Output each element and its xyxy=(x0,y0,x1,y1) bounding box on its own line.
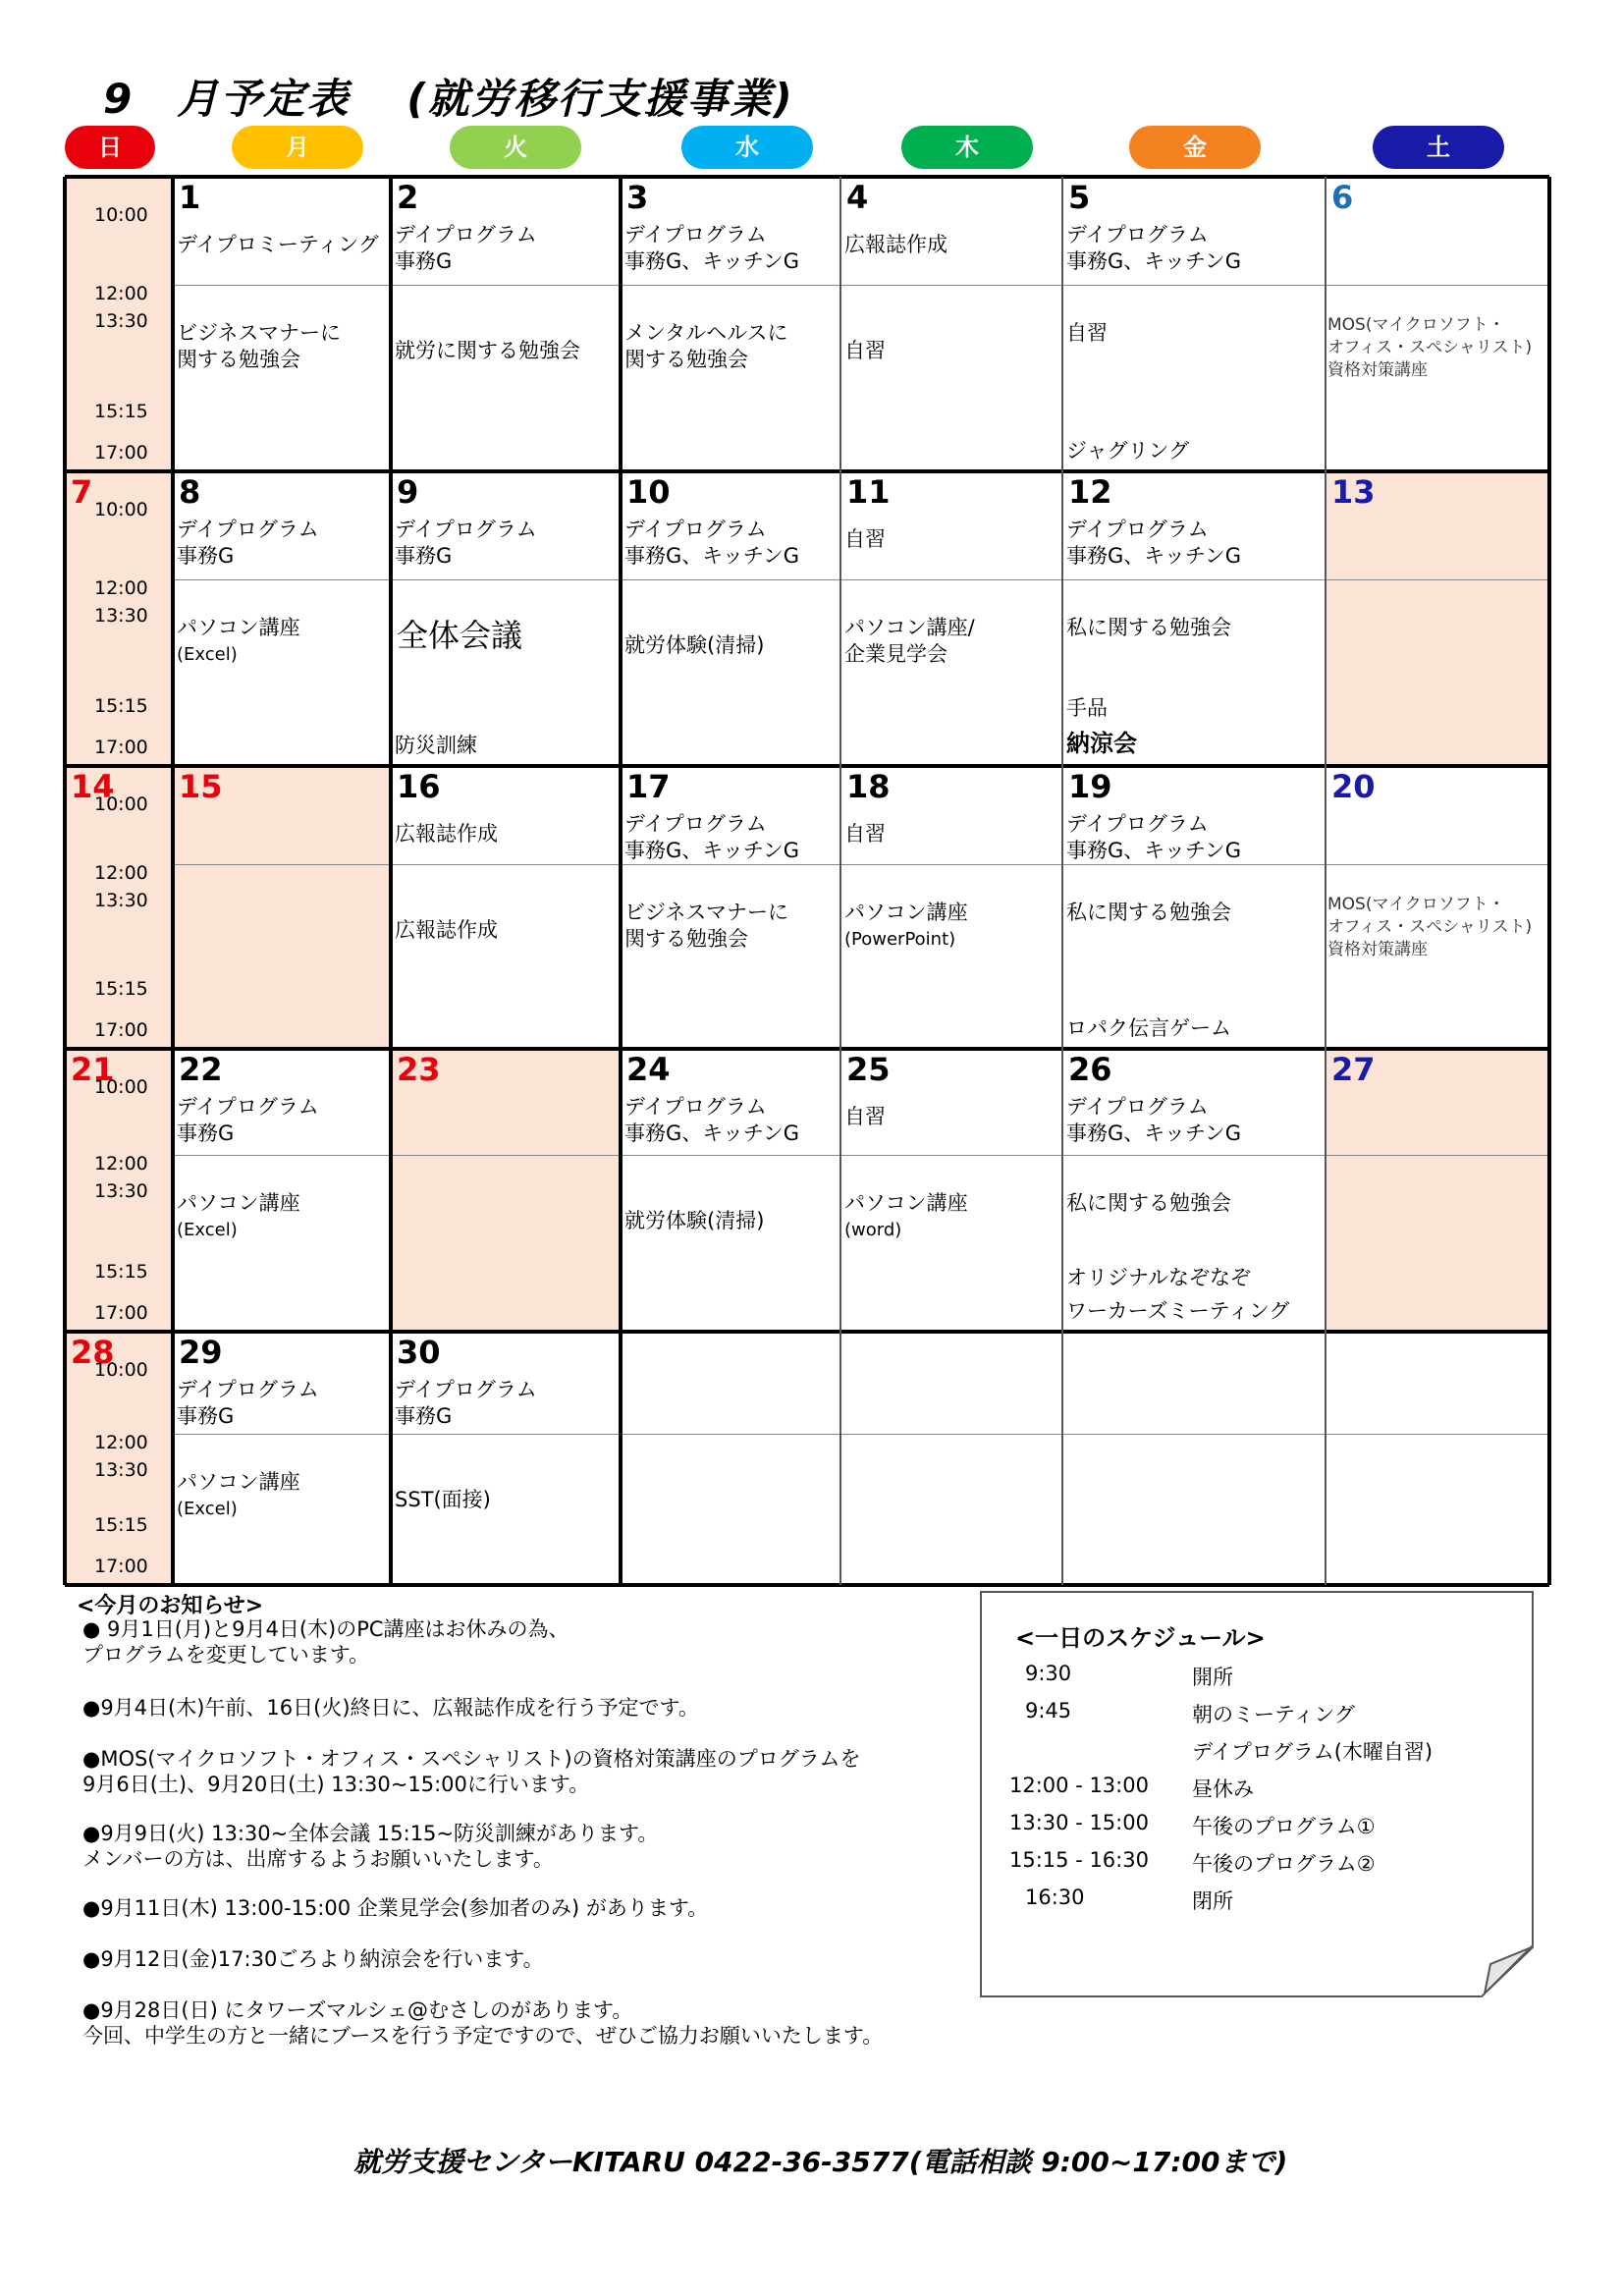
day-cell xyxy=(840,471,1062,766)
schedule-item: 朝のミーティング xyxy=(1192,1703,1355,1726)
schedule-item: 午後のプログラム① xyxy=(1192,1815,1376,1838)
event-line: 私に関する勉強会 xyxy=(1066,901,1231,924)
title-subtitle: (就労移行支援事業) xyxy=(406,75,794,123)
am-event xyxy=(395,1377,537,1430)
day-cell xyxy=(173,471,391,766)
notice-item xyxy=(82,1946,544,1972)
day-number: 10 xyxy=(626,473,671,511)
event-line: 事務G、キッチンG xyxy=(624,544,800,568)
day-number: 7 xyxy=(71,473,93,511)
day-cell xyxy=(173,1049,391,1332)
pm-event xyxy=(395,917,498,944)
event-line: 企業見学会 xyxy=(844,642,947,666)
day-cell xyxy=(391,177,621,471)
late-event-bold: 納涼会 xyxy=(1066,730,1137,757)
page-curl-icon xyxy=(1481,1944,1534,1997)
time-label: 12:00 xyxy=(94,577,148,599)
notice-line: 今回、中学生の方と一緒にブースを行う予定ですので、ぜひご協力お願いいたします。 xyxy=(82,2024,884,2048)
event-line: 就労体験(清掃) xyxy=(624,633,765,657)
am-event xyxy=(395,821,498,847)
event-subline: (word) xyxy=(844,1220,902,1240)
event-line: デイプログラム xyxy=(395,223,537,246)
day-cell xyxy=(1062,471,1326,766)
pm-event xyxy=(624,632,764,659)
time-label: 17:00 xyxy=(94,442,148,464)
time-label: 15:15 xyxy=(94,401,148,422)
event-line: ロパク伝言ゲーム xyxy=(1066,1016,1231,1040)
day-cell xyxy=(1326,177,1549,471)
event-line: 事務G、キッチンG xyxy=(624,249,800,273)
weekday-pill-6: 土 xyxy=(1373,126,1504,169)
event-line: 私に関する勉強会 xyxy=(1066,1191,1231,1215)
time-label: 15:15 xyxy=(94,695,148,717)
late-event xyxy=(1066,691,1108,725)
pm-event xyxy=(844,338,886,364)
day-cell xyxy=(840,1332,1062,1585)
am-event xyxy=(395,517,537,570)
am-pm-divider xyxy=(173,285,1549,286)
event-line: 自習 xyxy=(844,527,886,551)
week-divider xyxy=(65,1047,1549,1051)
time-label: 12:00 xyxy=(94,862,148,884)
event-line: 事務G、キッチンG xyxy=(1066,544,1242,568)
event-line: 事務G xyxy=(395,249,453,273)
notice-line: プログラムを変更しています。 xyxy=(82,1643,370,1667)
daily-schedule-box xyxy=(980,1591,1534,1997)
am-pm-divider xyxy=(173,864,1549,865)
day-cell xyxy=(621,471,840,766)
event-line: 広報誌作成 xyxy=(844,233,947,256)
notice-item xyxy=(82,1997,883,2049)
schedule-item: 開所 xyxy=(1192,1666,1233,1689)
pm-event xyxy=(624,320,788,373)
day-number: 25 xyxy=(846,1051,891,1088)
weekday-pill-5: 金 xyxy=(1129,126,1261,169)
time-label: 13:30 xyxy=(94,605,148,627)
event-line: パソコン講座 xyxy=(844,1191,968,1215)
event-line: デイプログラム xyxy=(1066,1095,1209,1119)
pm-event xyxy=(1066,1190,1231,1217)
event-line: 関する勉強会 xyxy=(624,348,748,371)
week-divider xyxy=(65,175,1549,179)
event-line: デイプログラム xyxy=(624,1095,767,1119)
schedule-time: 16:30 xyxy=(1025,1886,1085,1909)
event-line: 事務G、キッチンG xyxy=(1066,839,1242,862)
event-line: 手品 xyxy=(1066,696,1108,720)
am-event xyxy=(624,222,799,275)
day-number: 16 xyxy=(397,768,441,805)
calendar-grid xyxy=(65,177,1549,1585)
event-line: デイプロミーティング xyxy=(177,233,379,256)
schedule-time: 9:30 xyxy=(1025,1662,1072,1685)
pm-event xyxy=(177,1190,300,1243)
day-number: 22 xyxy=(179,1051,223,1088)
day-cell xyxy=(1062,177,1326,471)
notice-line: ●9月4日(木)午前、16日(火)終日に、広報誌作成を行う予定です。 xyxy=(82,1696,699,1720)
time-label: 15:15 xyxy=(94,1514,148,1536)
day-number: 24 xyxy=(626,1051,671,1088)
day-cell xyxy=(391,1049,621,1332)
holiday-fill xyxy=(391,1049,621,1332)
event-line: 就労に関する勉強会 xyxy=(395,339,580,362)
time-label: 12:00 xyxy=(94,1153,148,1175)
schedule-item: 閉所 xyxy=(1192,1889,1233,1913)
time-label: 10:00 xyxy=(94,793,148,815)
time-label: 10:00 xyxy=(94,499,148,520)
time-label: 13:30 xyxy=(94,310,148,332)
event-line: 事務G xyxy=(177,1121,235,1145)
schedule-item: 午後のプログラム② xyxy=(1192,1852,1376,1876)
day-number: 15 xyxy=(179,768,223,805)
pm-event xyxy=(844,615,975,668)
event-line: 広報誌作成 xyxy=(395,918,498,942)
day-number: 29 xyxy=(179,1334,223,1371)
event-line: 事務G xyxy=(177,544,235,568)
time-label: 12:00 xyxy=(94,283,148,304)
pm-event xyxy=(624,1208,764,1234)
day-number: 11 xyxy=(846,473,891,511)
event-line: パソコン講座 xyxy=(177,1470,300,1494)
week-divider xyxy=(65,469,1549,473)
pm-event xyxy=(177,615,300,668)
pm-event xyxy=(624,900,788,953)
day-number: 23 xyxy=(397,1051,441,1088)
event-line: オリジナルなぞなぞ xyxy=(1066,1266,1251,1289)
event-subline: (Excel) xyxy=(177,1220,238,1240)
event-line: デイプログラム xyxy=(395,518,537,541)
time-label: 10:00 xyxy=(94,1359,148,1381)
day-number: 6 xyxy=(1331,179,1354,216)
pm-event xyxy=(844,1190,968,1243)
day-number: 26 xyxy=(1068,1051,1112,1088)
day-number: 13 xyxy=(1331,473,1376,511)
day-cell xyxy=(1326,1049,1549,1332)
notice-line: ● 9月1日(月)と9月4日(木)のPC講座はお休みの為、 xyxy=(82,1617,569,1641)
holiday-fill xyxy=(173,766,391,1049)
time-label: 17:00 xyxy=(94,1556,148,1577)
column-divider xyxy=(63,177,67,1585)
day-number: 1 xyxy=(179,179,201,216)
notice-line: ●9月12日(金)17:30ごろより納涼会を行います。 xyxy=(82,1947,544,1971)
day-cell xyxy=(173,1332,391,1585)
schedule-item: 昼休み xyxy=(1192,1777,1254,1801)
event-line: 就労体験(清掃) xyxy=(624,1209,765,1232)
event-line: パソコン講座 xyxy=(177,616,300,639)
weekday-pill-4: 木 xyxy=(901,126,1033,169)
event-line: ワーカーズミーティング xyxy=(1066,1299,1290,1323)
am-event xyxy=(177,1094,319,1147)
am-event xyxy=(1066,222,1241,275)
event-line: デイプログラム xyxy=(624,812,767,836)
schedule-time: 15:15 - 16:30 xyxy=(1009,1848,1149,1872)
day-number: 18 xyxy=(846,768,891,805)
am-pm-divider xyxy=(173,1434,1549,1435)
time-label: 13:30 xyxy=(94,890,148,911)
event-line: 資格対策講座 xyxy=(1327,940,1428,959)
day-cell xyxy=(840,177,1062,471)
event-line: デイプログラム xyxy=(177,518,319,541)
event-line: オフィス・スペシャリスト) xyxy=(1327,338,1533,357)
schedule-heading: <一日のスケジュール> xyxy=(1015,1624,1266,1652)
day-cell xyxy=(621,766,840,1049)
event-line: 事務G、キッチンG xyxy=(1066,1121,1242,1145)
am-event xyxy=(624,811,799,864)
event-line: パソコン講座 xyxy=(844,901,968,924)
notice-item xyxy=(82,1821,658,1872)
month-number: 9 xyxy=(103,75,135,123)
notice-line: 9月6日(土)、9月20日(土) 13:30~15:00に行います。 xyxy=(82,1773,590,1796)
event-line: 自習 xyxy=(844,822,886,846)
event-line: 私に関する勉強会 xyxy=(1066,616,1231,639)
notice-item xyxy=(82,1895,708,1921)
day-cell xyxy=(621,1332,840,1585)
day-number: 8 xyxy=(179,473,201,511)
am-event xyxy=(844,526,886,553)
late-event xyxy=(1066,434,1189,467)
notices-section xyxy=(77,1589,960,2048)
notice-line: ●MOS(マイクロソフト・オフィス・スペシャリスト)の資格対策講座のプログラムを xyxy=(82,1747,861,1771)
pm-event-small xyxy=(1327,314,1532,382)
time-label: 15:15 xyxy=(94,978,148,1000)
day-cell xyxy=(173,766,391,1049)
day-number: 30 xyxy=(397,1334,441,1371)
event-line: 関する勉強会 xyxy=(177,348,300,371)
time-label: 10:00 xyxy=(94,1076,148,1098)
column-divider xyxy=(1061,177,1063,1585)
notice-line: ●9月11日(木) 13:00-15:00 企業見学会(参加者のみ) があります。 xyxy=(82,1896,709,1920)
event-line: ビジネスマナーに xyxy=(624,901,788,924)
weekday-pill-1: 月 xyxy=(232,126,363,169)
schedule-time: 13:30 - 15:00 xyxy=(1009,1811,1149,1834)
late-event xyxy=(1066,1011,1231,1045)
event-line: メンタルヘルスに xyxy=(624,321,788,345)
day-cell xyxy=(1326,766,1549,1049)
day-number: 3 xyxy=(626,179,649,216)
event-line: パソコン講座 xyxy=(177,1191,300,1215)
am-event xyxy=(624,1094,799,1147)
week-divider xyxy=(65,1330,1549,1334)
day-cell xyxy=(840,766,1062,1049)
pm-event xyxy=(395,1487,491,1513)
pm-event-major: 全体会議 xyxy=(397,617,523,654)
event-line: 広報誌作成 xyxy=(395,822,498,846)
am-pm-divider xyxy=(173,579,1549,580)
event-subline: (Excel) xyxy=(177,644,238,665)
am-event xyxy=(177,517,319,570)
time-label: 12:00 xyxy=(94,1432,148,1453)
notice-item xyxy=(82,1616,569,1667)
day-cell xyxy=(391,471,621,766)
holiday-fill xyxy=(1326,1049,1549,1332)
title-text: 月予定表 xyxy=(177,75,351,123)
weekday-pill-3: 水 xyxy=(681,126,813,169)
am-event xyxy=(177,1377,319,1430)
day-number: 20 xyxy=(1331,768,1376,805)
late-event xyxy=(395,729,477,762)
notice-item xyxy=(82,1695,699,1721)
column-divider xyxy=(839,177,841,1585)
event-line: 自習 xyxy=(844,1105,886,1128)
am-event xyxy=(1066,1094,1241,1147)
event-line: ビジネスマナーに xyxy=(177,321,341,345)
notices-heading: <今月のお知らせ> xyxy=(77,1594,264,1618)
column-divider xyxy=(171,177,175,1585)
event-line: MOS(マイクロソフト・ xyxy=(1327,315,1505,335)
event-subline: (Excel) xyxy=(177,1499,238,1519)
day-number: 17 xyxy=(626,768,671,805)
pm-event xyxy=(844,900,968,953)
day-cell xyxy=(1062,1049,1326,1332)
am-event xyxy=(624,517,799,570)
am-event xyxy=(844,232,947,258)
day-number: 4 xyxy=(846,179,869,216)
event-line: SST(面接) xyxy=(395,1488,491,1511)
event-line: 事務G xyxy=(395,1404,453,1428)
time-label: 17:00 xyxy=(94,1019,148,1041)
event-line: デイプログラム xyxy=(177,1095,319,1119)
day-number: 21 xyxy=(71,1051,115,1088)
am-event xyxy=(844,821,886,847)
schedule-time: 9:45 xyxy=(1025,1699,1072,1722)
notice-line: メンバーの方は、出席するようお願いいたします。 xyxy=(82,1847,554,1871)
event-line: 資格対策講座 xyxy=(1327,360,1428,380)
late-event xyxy=(1066,1261,1289,1328)
event-line: 事務G xyxy=(395,544,453,568)
notice-line: ●9月28日(日) にタワーズマルシェ@むさしのがあります。 xyxy=(82,1998,633,2022)
am-event xyxy=(1066,811,1241,864)
pm-event xyxy=(177,1469,300,1522)
time-label: 10:00 xyxy=(94,204,148,226)
day-cell xyxy=(391,1332,621,1585)
day-number: 2 xyxy=(397,179,419,216)
event-line: 事務G xyxy=(177,1404,235,1428)
am-event xyxy=(177,232,379,258)
day-number: 28 xyxy=(71,1334,115,1371)
column-divider xyxy=(389,177,393,1585)
page-title xyxy=(103,67,794,126)
day-cell xyxy=(1062,766,1326,1049)
event-line: 自習 xyxy=(844,339,886,362)
event-line: デイプログラム xyxy=(1066,223,1209,246)
footer-contact: 就労支援センターKITARU 0422-36-3577(電話相談 9:00~17:00まで) xyxy=(353,2146,1288,2178)
schedule-time: 12:00 - 13:00 xyxy=(1009,1774,1149,1797)
time-label: 17:00 xyxy=(94,1302,148,1324)
event-line: 事務G、キッチンG xyxy=(1066,249,1242,273)
event-line: デイプログラム xyxy=(1066,812,1209,836)
event-line: 自習 xyxy=(1066,321,1108,345)
week-divider xyxy=(65,764,1549,768)
day-cell xyxy=(1326,1332,1549,1585)
event-line: オフィス・スペシャリスト) xyxy=(1327,917,1533,937)
event-line: デイプログラム xyxy=(395,1378,537,1401)
holiday-fill xyxy=(1326,471,1549,766)
event-line: デイプログラム xyxy=(624,518,767,541)
time-label: 13:30 xyxy=(94,1180,148,1202)
day-cell xyxy=(621,177,840,471)
am-event xyxy=(395,222,537,275)
pm-event xyxy=(1066,320,1108,347)
pm-event xyxy=(1066,615,1231,641)
day-cell xyxy=(173,177,391,471)
column-divider xyxy=(619,177,623,1585)
event-line: ジャグリング xyxy=(1066,439,1190,463)
day-number: 19 xyxy=(1068,768,1112,805)
am-pm-divider xyxy=(173,1155,1549,1156)
event-line: 事務G、キッチンG xyxy=(624,1121,800,1145)
schedule-item: デイプログラム(木曜自習) xyxy=(1192,1740,1434,1764)
weekday-pill-0: 日 xyxy=(65,126,155,169)
weekday-pill-2: 火 xyxy=(450,126,581,169)
event-line: デイプログラム xyxy=(624,223,767,246)
event-line: 関する勉強会 xyxy=(624,927,748,951)
day-cell xyxy=(1062,1332,1326,1585)
day-number: 14 xyxy=(71,768,115,805)
pm-event-small xyxy=(1327,894,1532,961)
event-line: パソコン講座/ xyxy=(844,616,975,639)
column-divider xyxy=(1547,177,1551,1585)
notice-item xyxy=(82,1746,860,1797)
pm-event xyxy=(177,320,341,373)
column-divider xyxy=(1325,177,1326,1585)
day-number: 5 xyxy=(1068,179,1091,216)
time-label: 13:30 xyxy=(94,1459,148,1481)
pm-event xyxy=(395,338,580,364)
day-number: 9 xyxy=(397,473,419,511)
day-cell xyxy=(1326,471,1549,766)
day-number: 27 xyxy=(1331,1051,1376,1088)
event-line: 防災訓練 xyxy=(395,734,477,757)
am-event xyxy=(844,1104,886,1130)
day-cell xyxy=(621,1049,840,1332)
notice-line: ●9月9日(火) 13:30~全体会議 15:15~防災訓練があります。 xyxy=(82,1822,659,1845)
event-subline: (PowerPoint) xyxy=(844,929,956,950)
event-line: デイプログラム xyxy=(177,1378,319,1401)
day-cell xyxy=(391,766,621,1049)
pm-event xyxy=(1066,900,1231,926)
week-divider xyxy=(65,1583,1549,1587)
day-cell xyxy=(840,1049,1062,1332)
event-line: デイプログラム xyxy=(1066,518,1209,541)
day-number: 12 xyxy=(1068,473,1112,511)
time-label: 17:00 xyxy=(94,737,148,758)
event-line: 事務G、キッチンG xyxy=(624,839,800,862)
am-event xyxy=(1066,517,1241,570)
event-line: MOS(マイクロソフト・ xyxy=(1327,895,1505,914)
time-label: 15:15 xyxy=(94,1261,148,1283)
